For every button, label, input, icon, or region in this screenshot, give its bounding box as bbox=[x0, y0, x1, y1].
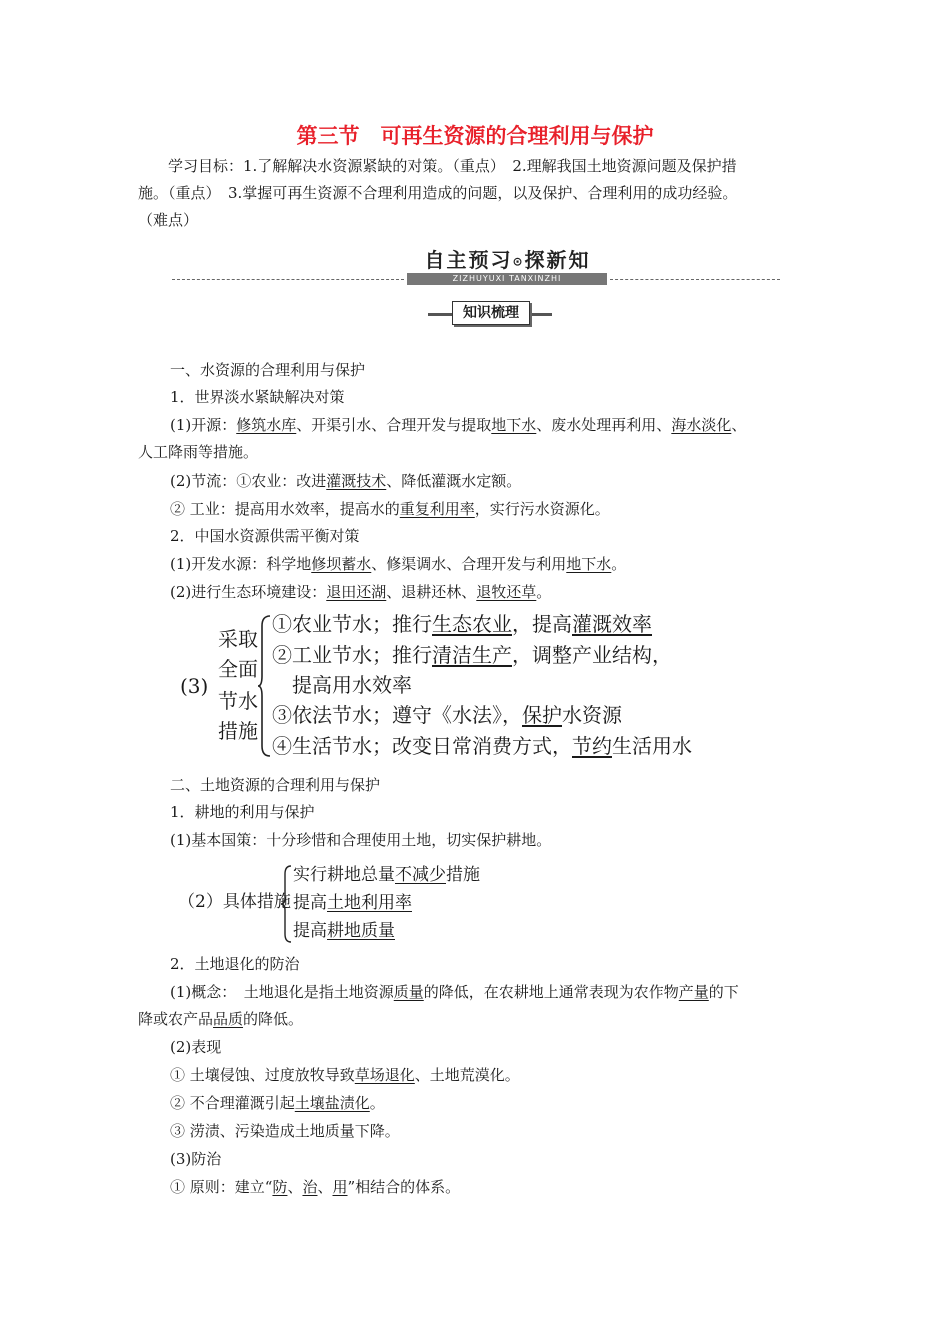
fig1-row4: ④生活节水；改变日常消费方式，节约生活用水 bbox=[272, 734, 692, 758]
s1-eco: (2)进行生态环境建设：退田还湖、退耕还林、退牧还草。 bbox=[170, 583, 552, 601]
banner-arrow-icon: ⊙ bbox=[512, 254, 525, 269]
objectives-line1: 学习目标：1.了解解决水资源紧缺的对策。（重点） 2.理解我国土地资源问题及保护措 bbox=[168, 157, 737, 175]
s1-p2: 2．中国水资源供需平衡对策 bbox=[170, 527, 360, 545]
s2-p1: 1．耕地的利用与保护 bbox=[170, 803, 315, 821]
objectives-line3: （难点） bbox=[138, 211, 199, 229]
s1-p1: 1．世界淡水紧缺解决对策 bbox=[170, 388, 345, 406]
s2-policy: (1)基本国策：十分珍惜和合理使用土地，切实保护耕地。 bbox=[170, 831, 552, 849]
fig2-label: （2）具体措施 bbox=[178, 892, 291, 912]
s2-heading: 二、土地资源的合理利用与保护 bbox=[170, 776, 381, 794]
divider-left bbox=[172, 279, 404, 280]
s1-dev: (1)开发水源：科学地修坝蓄水、修渠调水、合理开发与利用地下水。 bbox=[170, 555, 627, 573]
objectives-line2: 施。（重点） 3.掌握可再生资源不合理利用造成的问题，以及保护、合理利用的成功经验。 bbox=[138, 184, 738, 202]
fig1-row2b: 提高用水效率 bbox=[292, 673, 412, 697]
tag-label: 知识梳理 bbox=[452, 301, 530, 325]
fig1-label: (3) bbox=[180, 674, 209, 698]
s3-e3: ③ 涝渍、污染造成土地质量下降。 bbox=[170, 1122, 400, 1140]
s1-open: (1)开源：修筑水库、开渠引水、合理开发与提取地下水、废水处理再利用、海水淡化、 bbox=[170, 416, 747, 434]
fig2-row3: 提高耕地质量 bbox=[293, 921, 395, 941]
fig1-row2: ②工业节水；推行清洁生产，调整产业结构， bbox=[272, 643, 672, 667]
fig1-row3: ③依法节水；遵守《水法》，保护水资源 bbox=[272, 703, 622, 727]
section-banner bbox=[405, 246, 610, 286]
banner-main: 自主预习 bbox=[424, 248, 513, 272]
s3-e2: ② 不合理灌溉引起土壤盐渍化。 bbox=[170, 1094, 385, 1112]
page-title: 第三节 可再生资源的合理利用与保护 bbox=[296, 124, 654, 148]
fig1-side-2: 全面 bbox=[218, 657, 258, 681]
fig1-side-4: 措施 bbox=[218, 719, 258, 743]
s1-open2: 人工降雨等措施。 bbox=[138, 443, 259, 461]
fig1-brace bbox=[258, 614, 272, 758]
fig1-row1: ①农业节水；推行生态农业，提高灌溉效率 bbox=[272, 612, 652, 636]
knowledge-tag bbox=[428, 305, 552, 321]
s3-concept2: 降或农产品品质的降低。 bbox=[138, 1010, 304, 1028]
s3-prevent: (3)防治 bbox=[170, 1150, 222, 1168]
s3-rule: ① 原则：建立“防、治、用”相结合的体系。 bbox=[170, 1178, 461, 1196]
fig2-brace bbox=[281, 864, 293, 944]
s3-e1: ① 土壤侵蚀、过度放牧导致草场退化、土地荒漠化。 bbox=[170, 1066, 520, 1084]
banner-sub: ZIZHUYUXI TANXINZHI bbox=[407, 273, 607, 285]
fig1-side-1: 采取 bbox=[218, 627, 258, 651]
s3-p2: 2．土地退化的防治 bbox=[170, 955, 300, 973]
banner-main2: 探新知 bbox=[524, 248, 591, 272]
divider-right bbox=[610, 279, 780, 280]
fig1-side-3: 节水 bbox=[218, 689, 258, 713]
fig2-row2: 提高土地利用率 bbox=[293, 893, 412, 913]
s1-industry: ② 工业：提高用水效率，提高水的重复利用率，实行污水资源化。 bbox=[170, 500, 610, 518]
s3-concept: (1)概念： 土地退化是指土地资源质量的降低，在农耕地上通常表现为农作物产量的下 bbox=[170, 983, 739, 1001]
s3-show: (2)表现 bbox=[170, 1038, 222, 1056]
s1-save: (2)节流：①农业：改进灌溉技术、降低灌溉水定额。 bbox=[170, 472, 522, 490]
fig2-row1: 实行耕地总量不减少措施 bbox=[293, 865, 480, 885]
s1-heading: 一、水资源的合理利用与保护 bbox=[170, 361, 366, 379]
